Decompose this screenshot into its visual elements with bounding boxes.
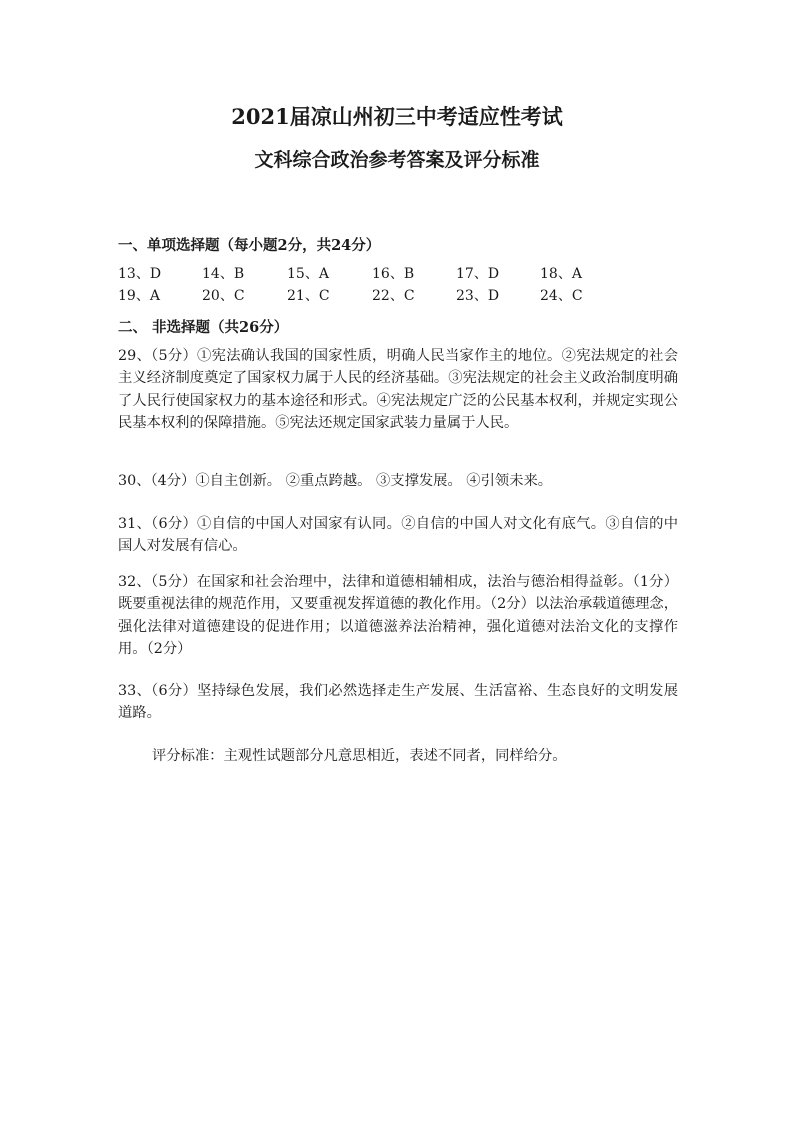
mcq-answer: 24、C: [540, 288, 583, 304]
page-subtitle: 文科综合政治参考答案及评分标准: [254, 149, 540, 171]
answer-31: 31、（6分）①自信的中国人对国家有认同。②自信的中国人对文化有底气。③自信的中国人对发展有信心。: [118, 516, 678, 555]
mcq-answer: 14、B: [202, 266, 245, 282]
answer-33: 33、（6分）坚持绿色发展，我们必然选择走生产发展、生活富裕、生态良好的文明发展道路。: [118, 683, 678, 722]
answer-32: 32、（5分）在国家和社会治理中，法律和道德相辅相成，法治与德治相得益彰。（1分）既要重视法律的规范作用，又要重视发挥道德的教化作用。（2分）以法治承载道德理念，强化法律对道德建设的促进作用；以道德滋养法治精神，强化道德对法治文化的支撑作用。（2分）: [118, 574, 678, 657]
mcq-answer: 21、C: [287, 288, 330, 304]
scoring-note: 评分标准：主观性试题部分凡意思相近，表述不同者，同样给分。: [152, 748, 567, 764]
mcq-answer: 18、A: [540, 266, 582, 282]
page-title: 2021届凉山州初三中考适应性考试: [231, 104, 563, 129]
answer-29: 29、（5分）①宪法确认我国的国家性质，明确人民当家作主的地位。②宪法规定的社会主义经济制度奠定了国家权力属于人民的经济基础。③宪法规定的社会主义政治制度明确了人民行使国家权力的基本途径和形式。④宪法规定广泛的公民基本权利，并规定实现公民基本权利的保障措施。⑤宪法还规定国家武装力量属于人民。: [118, 348, 678, 431]
mcq-answer: 13、D: [118, 266, 162, 282]
mcq-answer: 22、C: [372, 288, 415, 304]
section-heading-multiple-choice: 一、单项选择题（每小题2分，共24分）: [118, 237, 381, 254]
mcq-answer: 23、D: [456, 288, 500, 304]
answer-30: 30、（4分）①自主创新。 ②重点跨越。 ③支撑发展。 ④引领未来。: [118, 473, 553, 489]
mcq-answer: 20、C: [202, 288, 245, 304]
mcq-answer: 16、B: [372, 266, 415, 282]
mcq-answer: 15、A: [287, 266, 329, 282]
mcq-answer: 19、A: [118, 288, 160, 304]
mcq-answer: 17、D: [456, 266, 500, 282]
section-heading-open-questions: 二、 非选择题（共26分）: [118, 319, 289, 336]
